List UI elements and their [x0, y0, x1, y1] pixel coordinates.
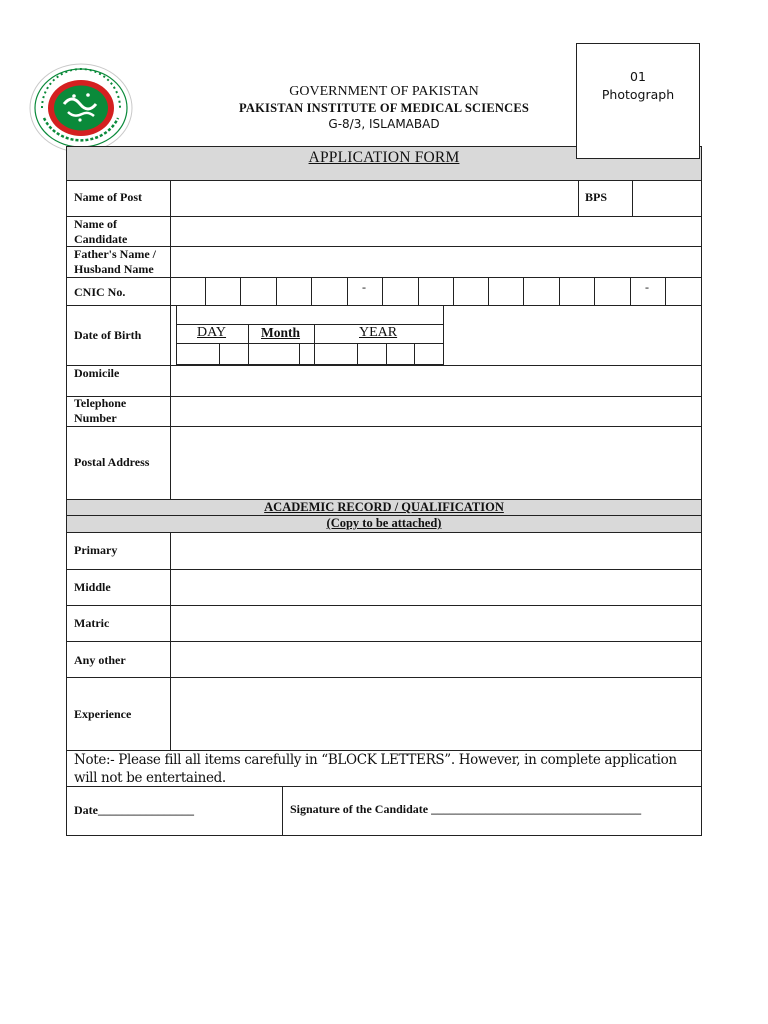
any-other-field[interactable]	[172, 643, 700, 676]
cnic-digit-cell[interactable]	[595, 278, 629, 304]
cnic-digit-cell[interactable]	[489, 278, 522, 304]
note-text: Note:- Please fill all items carefully in “BLOCK LETTERS”. However, in complete application will not be entertained.	[74, 752, 677, 786]
pims-logo	[28, 62, 134, 154]
dob-day-field[interactable]	[178, 345, 218, 364]
signature-label: Signature of the Candidate ___________________________________	[290, 802, 642, 816]
row-line	[66, 641, 702, 642]
telephone-field[interactable]	[172, 398, 700, 425]
name-of-post-field[interactable]	[172, 182, 577, 214]
date-label: Date________________	[74, 803, 194, 817]
dob-col	[248, 324, 249, 365]
row-line	[66, 677, 702, 678]
label-date-of-birth: Date of Birth	[74, 328, 142, 342]
cnic-dash-2: -	[645, 280, 649, 294]
label-telephone: Telephone Number	[74, 396, 127, 425]
dob-day-header: DAY	[197, 325, 227, 340]
academic-subtitle-bar	[66, 515, 702, 533]
father-husband-name-field[interactable]	[172, 248, 700, 276]
dob-col	[314, 324, 315, 365]
label-name-of-post: Name of Post	[74, 190, 142, 204]
dob-year-header: YEAR	[359, 325, 398, 340]
label-middle: Middle	[74, 580, 111, 594]
label-domicile: Domicile	[74, 366, 120, 380]
label-primary: Primary	[74, 543, 118, 557]
header-government: GOVERNMENT OF PAKISTAN	[289, 84, 479, 99]
label-father-husband-name: Father's Name / Husband Name	[74, 247, 156, 276]
cnic-digit-cell[interactable]	[312, 278, 346, 304]
cnic-digit-cell[interactable]	[524, 278, 558, 304]
dob-col	[299, 343, 300, 365]
cnic-digit-cell[interactable]	[277, 278, 310, 304]
cnic-digit-cell[interactable]	[454, 278, 487, 304]
matric-field[interactable]	[172, 607, 700, 640]
primary-field[interactable]	[172, 534, 700, 568]
label-bps: BPS	[585, 190, 608, 204]
cnic-dash-1: -	[362, 280, 366, 294]
header-institute: PAKISTAN INSTITUTE OF MEDICAL SCIENCES	[238, 101, 530, 115]
middle-field[interactable]	[172, 571, 700, 604]
bps-divider-left	[578, 180, 579, 216]
row-line	[66, 426, 702, 427]
experience-field[interactable]	[172, 679, 700, 749]
label-cnic: CNIC No.	[74, 285, 126, 299]
domicile-field[interactable]	[172, 367, 700, 395]
row-line	[66, 365, 702, 366]
dob-month-field[interactable]	[250, 345, 298, 364]
cnic-digit-cell[interactable]	[560, 278, 593, 304]
postal-address-field[interactable]	[172, 428, 700, 498]
cnic-digit-cell[interactable]	[241, 278, 275, 304]
cnic-digit-cell[interactable]	[171, 278, 204, 304]
dob-month-header: Month	[261, 325, 301, 340]
label-matric: Matric	[74, 616, 110, 630]
cnic-digit-cell[interactable]	[666, 278, 700, 304]
dob-line	[176, 343, 444, 344]
photo-number: 01	[630, 69, 646, 84]
label-name-of-candidate: Name of Candidate	[74, 217, 128, 246]
label-postal-address: Postal Address	[74, 455, 150, 469]
bps-divider-right	[632, 180, 633, 216]
cnic-digit-cell[interactable]	[419, 278, 452, 304]
footer-divider	[282, 786, 283, 836]
header-address: G-8/3, ISLAMABAD	[328, 117, 440, 131]
cnic-digit-cell[interactable]	[383, 278, 417, 304]
academic-subtitle: (Copy to be attached)	[326, 516, 442, 530]
photo-label: Photograph	[601, 87, 675, 102]
photograph-box	[576, 43, 700, 159]
row-line	[66, 396, 702, 397]
academic-title: ACADEMIC RECORD / QUALIFICATION	[264, 500, 504, 514]
form-title: APPLICATION FORM	[308, 149, 460, 166]
label-any-other: Any other	[74, 653, 126, 667]
academic-title-bar	[66, 499, 702, 516]
dob-year-field[interactable]	[316, 345, 442, 364]
row-line	[66, 605, 702, 606]
cnic-digit-cell[interactable]	[206, 278, 239, 304]
label-divider	[170, 180, 171, 499]
bps-field[interactable]	[634, 182, 700, 214]
dob-col	[219, 343, 220, 365]
label-experience: Experience	[74, 707, 132, 721]
row-line	[66, 569, 702, 570]
name-of-candidate-field[interactable]	[172, 218, 700, 245]
